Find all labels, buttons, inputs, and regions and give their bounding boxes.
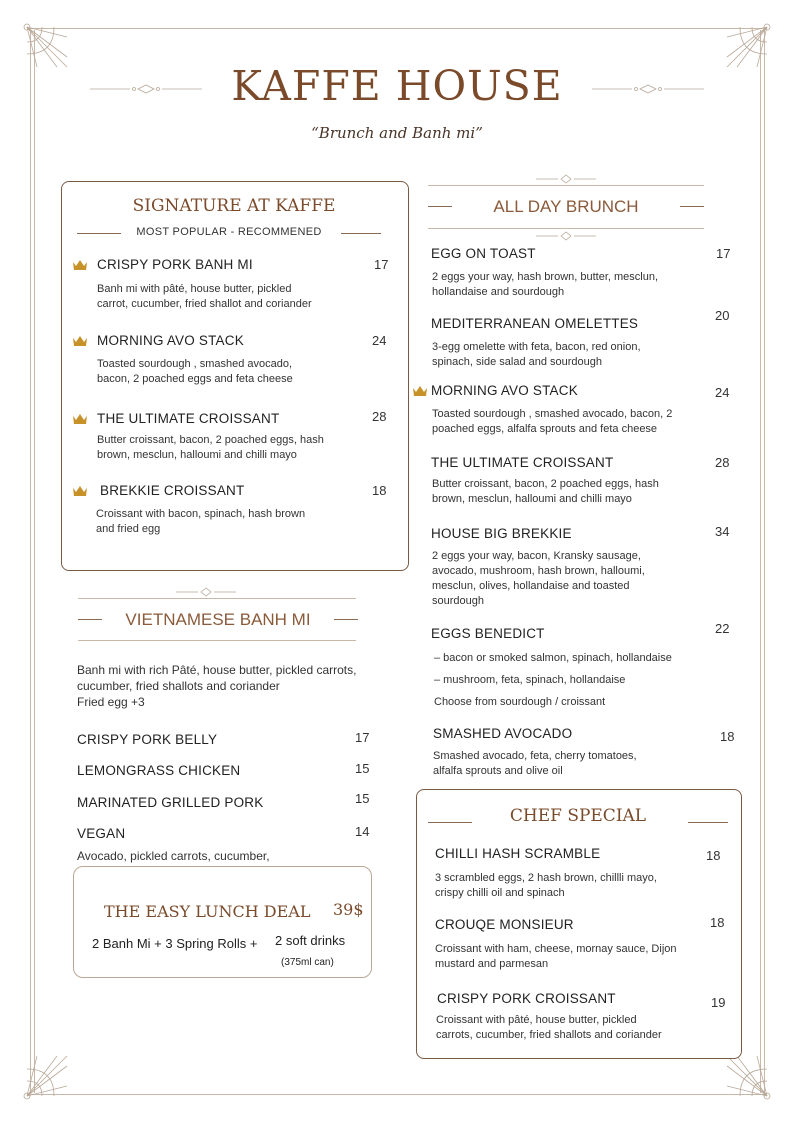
- item-price: 17: [355, 730, 370, 745]
- item-name: CROUQE MONSIEUR: [435, 917, 574, 932]
- item-name: CRISPY PORK CROISSANT: [437, 991, 616, 1006]
- divider: [428, 822, 472, 823]
- item-price: 17: [716, 246, 731, 261]
- item-name: CRISPY PORK BANH MI: [97, 257, 253, 272]
- item-name: EGGS BENEDICT: [431, 626, 545, 641]
- item-description: 2 eggs your way, bacon, Kransky sausage, avocado, mushroom, hash brown, halloumi, mesclun, olives, hollandaise and toasted sourdough: [432, 550, 645, 607]
- divider: [341, 233, 381, 234]
- lunch-deal-price: 39$: [333, 900, 364, 919]
- divider-ornament-icon: [536, 172, 596, 186]
- item-description: Avocado, pickled carrots, cucumber,: [77, 849, 270, 863]
- item-price: 34: [715, 524, 730, 539]
- item-price: 28: [372, 409, 387, 424]
- item-bullet: – bacon or smoked salmon, spinach, hollandaise: [434, 652, 672, 664]
- item-description: 3-egg omelette with feta, bacon, red onion, spinach, side salad and sourdough: [432, 341, 641, 368]
- divider: [428, 185, 704, 186]
- item-name: EGG ON TOAST: [431, 246, 536, 261]
- crown-icon: [412, 385, 428, 397]
- crown-icon: [72, 485, 88, 497]
- item-name: LEMONGRASS CHICKEN: [77, 763, 241, 778]
- item-price: 24: [372, 333, 387, 348]
- item-price: 19: [711, 995, 726, 1010]
- divider: [680, 206, 704, 207]
- page-subtitle: “Brunch and Banh mi”: [311, 124, 483, 142]
- item-name: CRISPY PORK BELLY: [77, 732, 218, 747]
- crown-icon: [72, 335, 88, 347]
- lunch-deal-drinks: 2 soft drinks: [275, 933, 346, 948]
- item-name: HOUSE BIG BREKKIE: [431, 526, 572, 541]
- item-description: Choose from sourdough / croissant: [434, 696, 606, 708]
- item-description: Butter croissant, bacon, 2 poached eggs, hash brown, mesclun, halloumi and chilli mayo: [432, 478, 659, 505]
- item-description: Toasted sourdough , smashed avocado, bacon, 2 poached eggs, alfalfa sprouts and feta cheese: [432, 408, 673, 435]
- divider: [78, 598, 356, 599]
- item-description: Banh mi with pâté, house butter, pickled carrot, cucumber, fried shallot and coriander: [97, 283, 312, 310]
- item-name: BREKKIE CROISSANT: [100, 483, 245, 498]
- item-price: 14: [355, 824, 370, 839]
- divider: [78, 619, 102, 620]
- item-description: Butter croissant, bacon, 2 poached eggs, hash brown, mesclun, halloumi and chilli mayo: [97, 434, 324, 461]
- divider: [78, 640, 356, 641]
- lunch-deal-offer: 2 Banh Mi + 3 Spring Rolls +: [92, 936, 258, 951]
- item-name: CHILLI HASH SCRAMBLE: [435, 846, 601, 861]
- item-price: 18: [710, 915, 725, 930]
- item-description: 2 eggs your way, hash brown, butter, mesclun, hollandaise and sourdough: [432, 271, 659, 298]
- banhmi-title: VIETNAMESE BANH MI: [125, 610, 311, 629]
- item-name: THE ULTIMATE CROISSANT: [431, 455, 614, 470]
- item-description: Smashed avocado, feta, cherry tomatoes, alfalfa sprouts and olive oil: [433, 750, 637, 777]
- item-name: MARINATED GRILLED PORK: [77, 795, 264, 810]
- divider: [428, 206, 452, 207]
- item-price: 15: [355, 791, 370, 806]
- crown-icon: [72, 413, 88, 425]
- item-price: 18: [720, 729, 735, 744]
- item-name: THE ULTIMATE CROISSANT: [97, 411, 280, 426]
- item-price: 22: [715, 621, 730, 636]
- item-name: MORNING AVO STACK: [97, 333, 244, 348]
- item-description: Croissant with ham, cheese, mornay sauce, Dijon mustard and parmesan: [435, 943, 677, 970]
- signature-title: SIGNATURE AT KAFFE: [132, 196, 336, 216]
- item-name: VEGAN: [77, 826, 126, 841]
- item-bullet: – mushroom, feta, spinach, hollandaise: [434, 674, 626, 686]
- item-name: MORNING AVO STACK: [431, 383, 578, 398]
- item-price: 15: [355, 761, 370, 776]
- item-name: MEDITERRANEAN OMELETTES: [431, 316, 639, 331]
- crown-icon: [72, 259, 88, 271]
- chef-title: CHEF SPECIAL: [509, 806, 647, 826]
- item-description: Toasted sourdough , smashed avocado, bacon, 2 poached eggs and feta cheese: [97, 358, 293, 385]
- brunch-title: ALL DAY BRUNCH: [493, 197, 639, 216]
- item-price: 28: [715, 455, 730, 470]
- lunch-deal-title: THE EASY LUNCH DEAL: [104, 902, 311, 921]
- banhmi-intro: Banh mi with rich Pâté, house butter, pickled carrots, cucumber, fried shallots and coriander Fried egg +3: [77, 663, 357, 709]
- divider: [688, 822, 728, 823]
- item-description: Croissant with pâté, house butter, pickled carrots, cucumber, fried shallots and coriander: [436, 1014, 662, 1041]
- item-description: 3 scrambled eggs, 2 hash brown, chillli mayo, crispy chilli oil and spinach: [435, 872, 657, 899]
- item-price: 24: [715, 385, 730, 400]
- item-price: 17: [374, 257, 389, 272]
- divider-ornament-icon: [536, 229, 596, 243]
- divider: [77, 233, 121, 234]
- divider-ornament-icon: [176, 585, 236, 599]
- item-description: Croissant with bacon, spinach, hash brown and fried egg: [96, 508, 306, 535]
- lunch-deal-drinks-note: (375ml can): [281, 957, 334, 968]
- corner-ornament-icon: [22, 1051, 72, 1101]
- item-price: 18: [706, 848, 721, 863]
- page-title: KAFFE HOUSE: [231, 62, 563, 110]
- item-price: 20: [715, 308, 730, 323]
- signature-tagline: MOST POPULAR - RECOMMENED: [136, 226, 322, 238]
- item-price: 18: [372, 483, 387, 498]
- divider: [334, 619, 358, 620]
- item-name: SMASHED AVOCADO: [433, 726, 573, 741]
